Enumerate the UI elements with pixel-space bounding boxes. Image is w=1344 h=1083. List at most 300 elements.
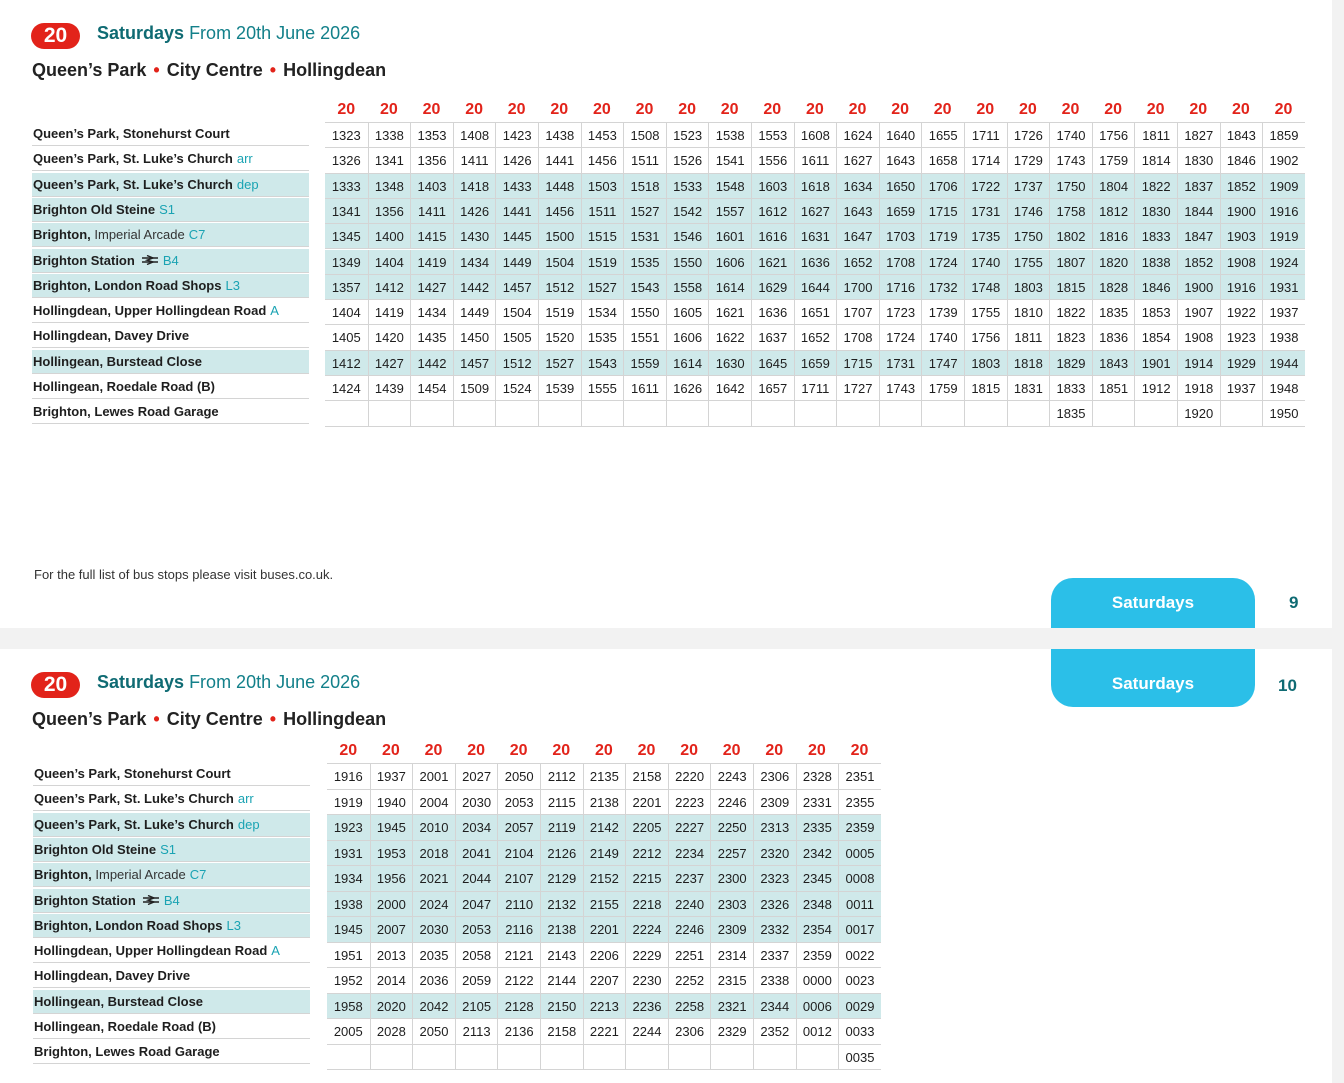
stop-code: C7 [188,227,206,243]
time-cell: 1341 [331,203,361,219]
time-cell: 2014 [370,968,413,994]
stop-name: Hollingean, Roedale Road (B) [33,379,216,394]
table-row [327,1019,881,1045]
time-cell: 2129 [540,866,583,892]
time-cell: 2207 [583,968,626,994]
time-cell: 1835 [1049,401,1092,426]
table-row [327,892,881,918]
time-cell: 1454 [410,376,453,401]
time-cell: 2044 [455,866,498,892]
stop-code: S1 [160,841,176,857]
route-stop-via: City Centre [166,709,263,729]
time-cell: 1854 [1134,325,1177,350]
time-cell [1092,401,1135,426]
time-cell: 1755 [1007,250,1050,275]
time-cell: 1504 [538,250,581,275]
stop-name: Queen’s Park, St. Luke’s Church [34,791,234,807]
time-cell: 1750 [1049,174,1092,199]
time-cell: 1543 [623,275,666,300]
time-cell: 1611 [623,376,666,401]
route-number-header: 20 [1018,101,1037,118]
route-number-header: 20 [720,101,739,118]
time-cell [497,1045,540,1071]
time-cell: 1828 [1092,275,1135,300]
time-cell: 1524 [495,376,538,401]
time-cell: 2314 [710,943,753,969]
time-cell: 1945 [333,922,363,937]
time-cell: 1553 [751,123,794,148]
time-cell: 2028 [370,1019,413,1045]
time-cell: 2050 [412,1019,455,1045]
time-cell: 1659 [879,199,922,224]
page-number: 10 [1278,676,1297,695]
time-cell: 1923 [1220,325,1263,350]
time-cell: 2112 [540,764,583,790]
stop-name: Hollingean, Roedale Road (B) [34,1019,217,1034]
time-cell: 1427 [410,275,453,300]
time-cell: 2126 [540,841,583,867]
time-cell: 2344 [753,994,796,1020]
route-number-header: 20 [805,101,824,118]
time-cell: 1341 [368,148,411,173]
route-number-header: 20 [765,742,784,759]
time-cell: 1644 [794,275,837,300]
time-cell: 1442 [453,275,496,300]
stop-name: Brighton Station [34,892,136,908]
time-cell: 1603 [751,174,794,199]
time-cell: 1740 [964,250,1007,275]
time-cell: 1357 [331,279,361,295]
route-number-header: 20 [1146,101,1165,118]
route-number-header: 20 [1231,101,1250,118]
time-cell: 0035 [838,1045,881,1071]
time-cell: 1835 [1092,300,1135,325]
time-cell: 1756 [964,325,1007,350]
time-cell: 2320 [753,841,796,867]
time-cell: 2113 [455,1019,498,1045]
time-cell: 1929 [1220,351,1263,376]
time-cell: 1931 [1262,275,1305,300]
time-cell: 1515 [581,224,624,249]
time-cell: 1531 [623,224,666,249]
time-cell: 1541 [708,148,751,173]
time-cell: 1847 [1177,224,1220,249]
time-cell: 2354 [796,917,839,943]
time-cell: 2035 [412,943,455,969]
time-cell: 1940 [370,790,413,816]
time-cell: 1816 [1092,224,1135,249]
time-cell: 1449 [495,250,538,275]
time-cell: 2328 [796,764,839,790]
time-cell: 1934 [333,871,363,886]
time-cell: 2337 [753,943,796,969]
time-cell: 2005 [333,1024,363,1039]
time-cell: 1441 [495,199,538,224]
stop-name: Brighton Station [33,252,135,268]
time-cell: 1937 [1262,300,1305,325]
time-cell: 1731 [964,199,1007,224]
stop-name: Brighton Old Steine [34,841,157,857]
stop-row [33,1015,310,1039]
time-cell: 2110 [497,892,540,918]
stop-code: L3 [226,917,241,933]
stop-name: Hollingean, Burstead Close [34,993,204,1009]
time-cell: 2027 [455,764,498,790]
time-cell: 2144 [540,968,583,994]
time-cell: 1731 [879,351,922,376]
time-cell: 1434 [410,300,453,325]
time-cell: 1815 [964,376,1007,401]
time-cell: 2359 [838,815,881,841]
time-cell [668,1045,711,1071]
time-cell: 1445 [495,224,538,249]
time-cell [410,401,453,426]
time-cell: 2338 [753,968,796,994]
route-number-header: 20 [680,742,698,759]
time-cell: 1812 [1092,199,1135,224]
time-cell: 1716 [879,275,922,300]
time-cell: 2230 [625,968,668,994]
time-cell: 2251 [668,943,711,969]
time-cell: 1746 [1007,199,1050,224]
route-description [32,60,386,81]
time-cell: 2042 [412,994,455,1020]
time-cell: 2047 [455,892,498,918]
time-cell: 2024 [412,892,455,918]
time-cell: 1651 [794,300,837,325]
time-cell: 1338 [368,123,411,148]
table-row [327,994,881,1020]
time-cell: 1755 [964,300,1007,325]
table-row [327,764,881,790]
time-cell [1007,401,1050,426]
route-number-header: 20 [465,101,483,118]
time-cell: 2107 [497,866,540,892]
time-cell: 1951 [333,947,363,963]
time-cell: 2121 [497,943,540,969]
time-cell: 1605 [666,300,709,325]
time-cell: 1952 [333,973,363,988]
time-cell: 1356 [368,199,411,224]
time-cell: 2030 [412,917,455,943]
table-row [325,148,1305,173]
time-cell: 1606 [708,250,751,275]
time-cell: 1723 [879,300,922,325]
time-cell: 1645 [751,351,794,376]
time-cell: 1652 [794,325,837,350]
time-cell: 2234 [668,841,711,867]
time-cell: 1512 [538,275,581,300]
time-cell: 1747 [921,351,964,376]
time-cell: 2115 [540,790,583,816]
time-cell: 1614 [666,351,709,376]
time-cell: 1708 [836,325,879,350]
time-cell: 1802 [1049,224,1092,249]
time-cell: 1419 [368,300,411,325]
time-cell: 1852 [1220,174,1263,199]
time-cell [666,401,709,426]
time-cell: 1743 [879,376,922,401]
time-cell: 2010 [412,815,455,841]
time-cell: 1724 [921,250,964,275]
page-heading [97,23,360,44]
time-cell: 1442 [410,351,453,376]
time-cell: 1551 [623,325,666,350]
time-cell: 1953 [370,841,413,867]
time-cell: 2053 [497,790,540,816]
time-cell: 1846 [1220,148,1263,173]
time-cell: 1737 [1007,174,1050,199]
from-date: From 20th June 2026 [189,23,361,43]
table-row [325,224,1305,249]
national-rail-icon [141,249,159,272]
time-cell: 2136 [497,1019,540,1045]
route-number-header: 20 [848,101,867,118]
time-cell: 1439 [368,376,411,401]
time-cell: 1412 [331,355,361,371]
stop-row [33,939,310,963]
time-cell: 2309 [710,917,753,943]
time-cell: 1636 [751,300,794,325]
time-cell: 1408 [453,123,496,148]
time-cell: 2306 [753,764,796,790]
time-cell: 1405 [331,330,361,346]
time-cell: 2013 [370,943,413,969]
time-cell [623,401,666,426]
time-cell: 2138 [583,790,626,816]
time-cell: 2213 [583,994,626,1020]
stop-row [32,324,309,348]
time-cell [753,1045,796,1071]
time-cell: 2345 [796,866,839,892]
time-cell: 2237 [668,866,711,892]
time-cell: 1919 [333,794,363,810]
time-cell: 2030 [455,790,498,816]
time-cell: 1626 [666,376,709,401]
time-cell: 1700 [836,275,879,300]
time-cell: 1803 [1007,275,1050,300]
stop-row [33,889,310,913]
stop-code: dep [237,816,260,832]
route-number-header: 20 [592,101,611,118]
time-cell: 1944 [1262,351,1305,376]
route-stop-via: City Centre [166,60,263,80]
time-cell: 1748 [964,275,1007,300]
time-cell: 1323 [331,128,361,143]
time-cell: 1640 [879,123,922,148]
time-cell: 2018 [412,841,455,867]
time-cell: 1914 [1177,351,1220,376]
time-cell: 2315 [710,968,753,994]
time-cell: 1827 [1177,123,1220,148]
time-cell: 1938 [1262,325,1305,350]
table-row [325,275,1305,300]
time-cell [964,401,1007,426]
time-cell: 0000 [796,968,839,994]
stop-row [33,863,310,887]
time-cell: 1542 [666,199,709,224]
route-number-header: 20 [507,101,526,118]
time-cell: 1606 [666,325,709,350]
time-cell: 2359 [796,943,839,969]
stop-row [32,249,309,273]
time-cell: 1900 [1220,199,1263,224]
time-cell: 1844 [1177,199,1220,224]
time-cell: 2323 [753,866,796,892]
time-cell: 2152 [583,866,626,892]
time-cell: 1719 [921,224,964,249]
time-cell: 1505 [495,325,538,350]
time-cell: 2143 [540,943,583,969]
time-cell: 2057 [497,815,540,841]
table-row [325,300,1305,325]
time-cell: 1433 [495,174,538,199]
time-cell: 1550 [666,250,709,275]
stop-row [32,350,309,374]
time-cell [327,1045,370,1071]
stop-row [32,375,309,399]
time-cell: 1556 [751,148,794,173]
stop-row [33,1040,310,1064]
route-number-header: 20 [1274,101,1293,118]
route-number-header: 20 [422,101,441,118]
time-cell: 2243 [710,764,753,790]
time-cell: 1601 [708,224,751,249]
time-cell: 1820 [1092,250,1135,275]
route-separator: • [153,60,160,80]
route-number-header: 20 [1061,101,1080,118]
time-cell: 1622 [708,325,751,350]
time-cell [583,1045,626,1071]
time-cell [412,1045,455,1071]
time-cell: 2309 [753,790,796,816]
time-cell [538,401,581,426]
time-cell: 1937 [1220,376,1263,401]
route-stop-destination: Hollingdean [283,60,387,80]
time-cell: 2034 [455,815,498,841]
time-cell [495,401,538,426]
time-cell: 2206 [583,943,626,969]
time-cell: 1412 [368,275,411,300]
time-cell: 0023 [838,968,881,994]
time-cell: 1708 [879,250,922,275]
time-cell: 1457 [453,351,496,376]
time-cell: 2321 [710,994,753,1020]
table-row [325,351,1305,376]
table-row [327,841,881,867]
table-row [327,815,881,841]
time-cell [794,401,837,426]
time-cell [710,1045,753,1071]
time-cell: 1627 [836,148,879,173]
time-cell: 2158 [540,1019,583,1045]
time-cell: 2355 [838,790,881,816]
time-cell: 2335 [796,815,839,841]
table-row [327,943,881,969]
route-number-header: 20 [891,101,909,118]
time-cell: 2128 [497,994,540,1020]
route-number-header: 20 [635,101,654,118]
time-cell: 2250 [710,815,753,841]
time-cell: 1636 [794,250,837,275]
time-cell: 2122 [497,968,540,994]
time-cell: 1411 [453,148,496,173]
route-number-header: 20 [339,742,358,759]
time-cell: 1829 [1049,351,1092,376]
time-cell: 2215 [625,866,668,892]
table-row [325,376,1305,401]
time-cell: 1550 [623,300,666,325]
time-cell: 1846 [1134,275,1177,300]
time-cell: 1739 [921,300,964,325]
time-cell: 1511 [581,199,624,224]
time-cell [540,1045,583,1071]
time-cell [751,401,794,426]
table-row [325,325,1305,350]
time-cell: 2352 [753,1019,796,1045]
time-cell: 1441 [538,148,581,173]
route-number-header: 20 [1189,101,1208,118]
time-cell: 1618 [794,174,837,199]
route-number-header: 20 [337,101,356,118]
time-cell: 1750 [1007,224,1050,249]
time-cell [879,401,922,426]
time-cell: 1630 [708,351,751,376]
time-cell: 1427 [368,351,411,376]
time-cell: 1822 [1134,174,1177,199]
timetable-page-10 [0,649,1332,1083]
time-cell: 2229 [625,943,668,969]
stop-name-detail: Imperial Arcade [95,867,186,883]
time-cell: 2244 [625,1019,668,1045]
time-cell: 1838 [1134,250,1177,275]
time-cell: 1918 [1177,376,1220,401]
stop-name: Brighton, Lewes Road Garage [33,404,219,420]
time-cell: 2135 [583,764,626,790]
table-row [327,968,881,994]
time-cell: 1349 [331,254,361,270]
time-cell: 2021 [412,866,455,892]
time-cell: 1811 [1134,123,1177,148]
time-cell: 1743 [1049,148,1092,173]
time-cell: 2201 [625,790,668,816]
time-cell: 2149 [583,841,626,867]
time-cell: 2236 [625,994,668,1020]
time-cell: 2257 [710,841,753,867]
day-tab: Saturdays [1051,649,1255,707]
time-cell: 1611 [794,148,837,173]
time-cell: 1518 [623,174,666,199]
time-cell: 2313 [753,815,796,841]
time-cell: 1706 [921,174,964,199]
time-cell: 1426 [453,199,496,224]
time-cell: 1853 [1134,300,1177,325]
table-row [327,790,881,816]
time-cell: 1616 [751,224,794,249]
stop-row [33,838,310,862]
time-cell: 1519 [538,300,581,325]
time-cell: 2105 [455,994,498,1020]
stop-name-detail: Imperial Arcade [94,227,185,243]
time-cell: 1909 [1262,174,1305,199]
time-cell [708,401,751,426]
stop-name: Queen’s Park, St. Luke’s Church [33,151,233,167]
route-badge: 20 [31,23,80,49]
stop-row [32,173,309,197]
time-cell: 1647 [836,224,879,249]
time-cell: 1333 [331,178,361,194]
route-number-header: 20 [637,742,656,759]
